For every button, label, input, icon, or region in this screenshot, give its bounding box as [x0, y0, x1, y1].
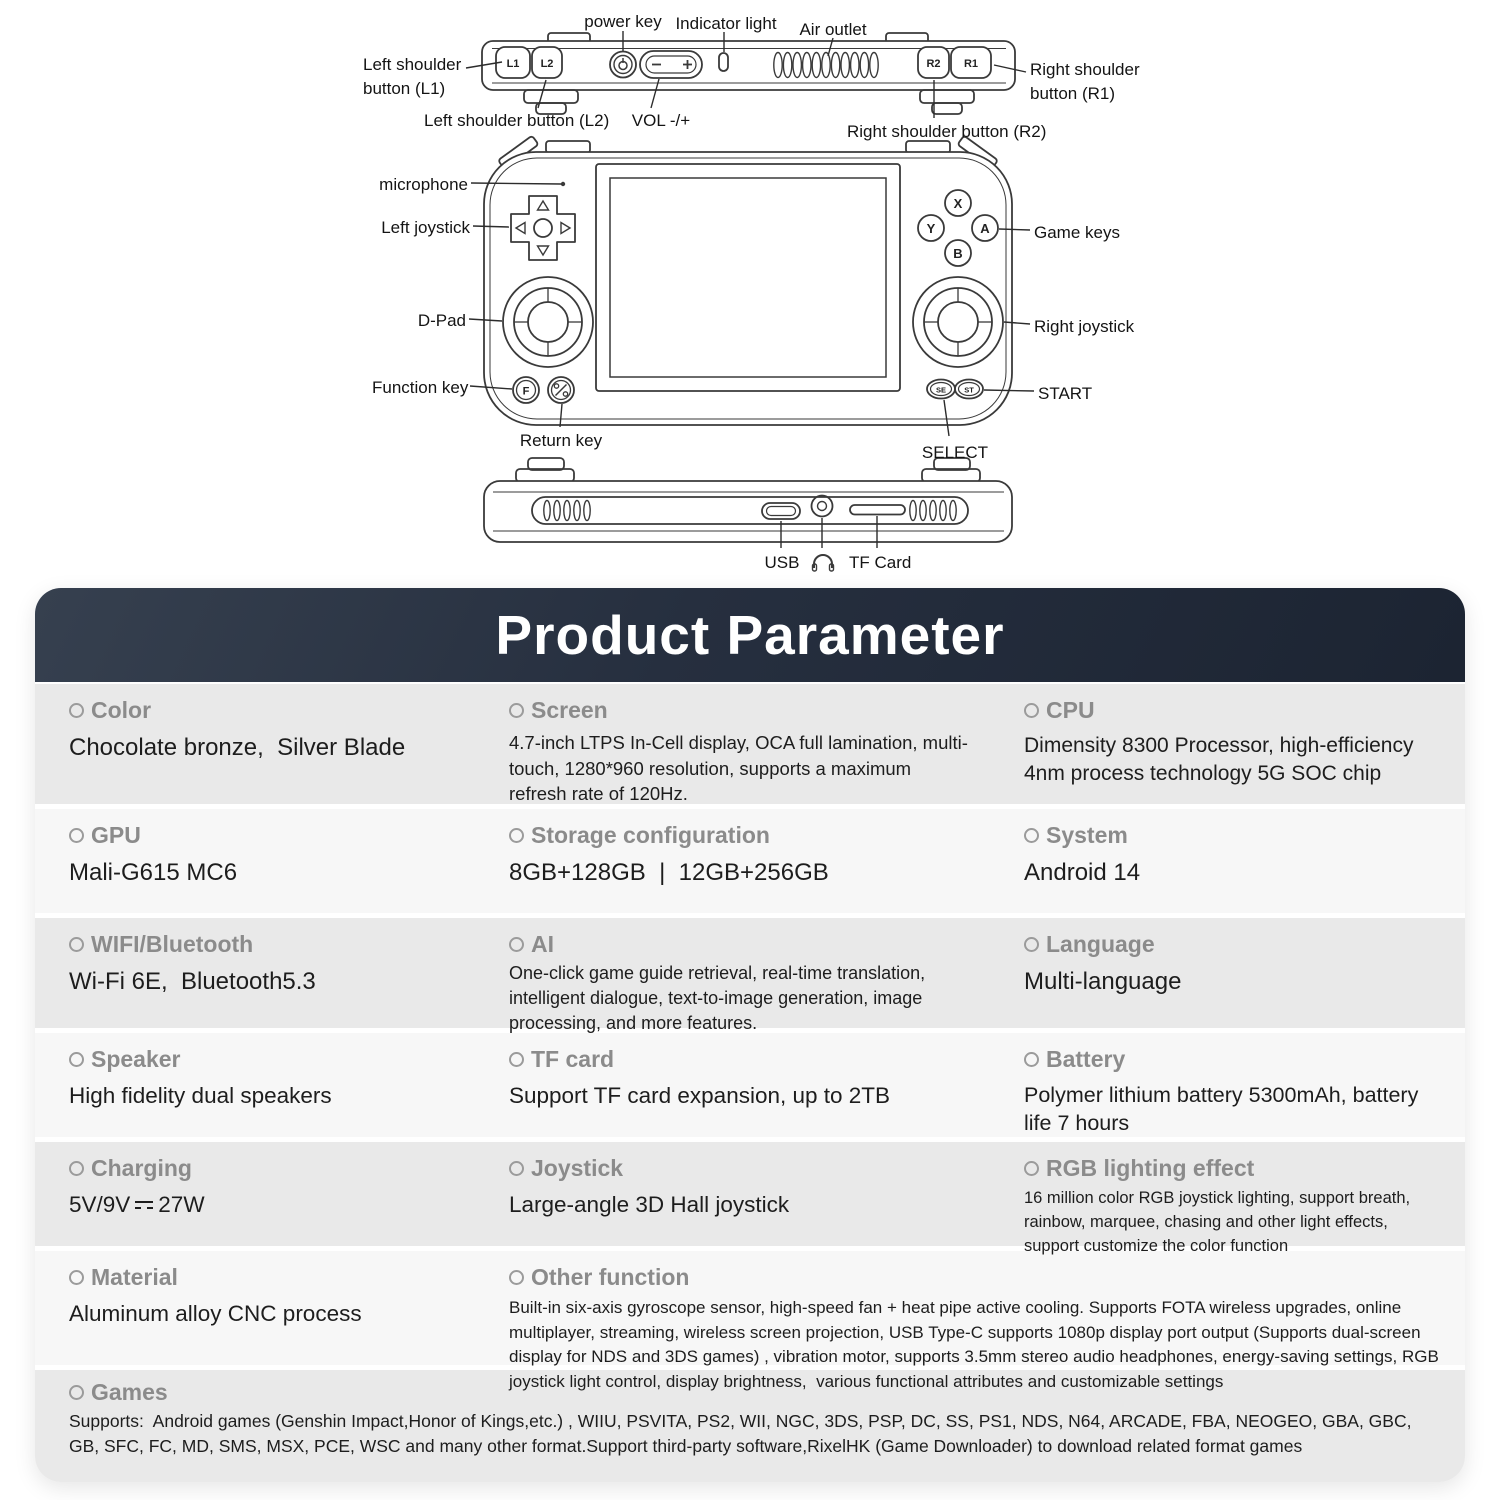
spec-label — [69, 1264, 509, 1291]
device-bottom-view — [484, 458, 1012, 571]
label-right-shoulder-r2: Right shoulder button (R2) — [847, 122, 1047, 141]
spec-label-text: Other function — [531, 1264, 690, 1290]
label-dpad: D-Pad — [417, 311, 466, 330]
spec-label-text: Language — [1046, 931, 1155, 957]
dc-symbol-icon — [135, 1201, 153, 1212]
spec-label — [69, 1046, 509, 1073]
spec-cell-material — [69, 1251, 509, 1395]
label-l1-line2: button (L1) — [363, 79, 446, 98]
microphone-hole — [561, 182, 565, 186]
label-r1-line1: Right shoulder — [1030, 60, 1140, 79]
label-r1-line2: button (R1) — [1030, 84, 1116, 103]
spec-label — [509, 1264, 1443, 1291]
spec-value: Chocolate bronze, Silver Blade — [69, 734, 406, 761]
spec-label-text: AI — [531, 931, 554, 957]
circle-bullet-icon — [69, 1385, 84, 1400]
spec-cell-joystick — [509, 1142, 1024, 1259]
circle-bullet-icon — [69, 828, 84, 843]
spec-cell-cpu — [1024, 684, 1443, 807]
function-button — [513, 377, 539, 403]
spec-value: Built-in six-axis gyroscope sensor, high-speed fan + heat pipe active cooling. Supports FOTA wireless upgrades, online multiplayer, streaming, wireless screen projection, USB Type-C supports 1080p display port output (Supports dual-screen display for NDS and 3DS games) , vibration motor, supports 3.5mm stereo audio headphones, energy-saving settings, RGB joystick light control, display brightness, various functional attributes and customizable settings — [509, 1298, 1444, 1391]
spec-cell-other-function — [509, 1251, 1443, 1395]
spec-label — [509, 931, 996, 958]
label-start: START — [1038, 384, 1093, 403]
spec-label-text: GPU — [91, 822, 141, 848]
spec-value: Large-angle 3D Hall joystick — [509, 1192, 790, 1217]
circle-bullet-icon — [69, 1052, 84, 1067]
spec-value: Multi-language — [1024, 968, 1182, 995]
label-indicator-light: Indicator light — [675, 14, 777, 33]
spec-value — [69, 1192, 509, 1218]
device-top-view — [482, 33, 1015, 114]
spec-cell-screen — [509, 684, 1024, 807]
spec-label — [1024, 697, 1443, 724]
headphone-icon — [813, 555, 834, 571]
spec-label-text: Material — [91, 1264, 178, 1290]
spec-value: High fidelity dual speakers — [69, 1083, 332, 1108]
label-left-shoulder-l2: Left shoulder button (L2) — [424, 111, 610, 130]
spec-cell-speaker — [69, 1033, 509, 1138]
circle-bullet-icon — [1024, 1052, 1039, 1067]
spec-label-text: Joystick — [531, 1155, 624, 1181]
spec-cell-rgb-lighting — [1024, 1142, 1443, 1259]
spec-label-text: Charging — [91, 1155, 192, 1181]
label-return-key: Return key — [519, 431, 603, 450]
spec-label-text: Games — [91, 1379, 168, 1405]
device-diagram — [0, 0, 1500, 585]
spec-label — [69, 822, 509, 849]
spec-cell-language — [1024, 918, 1443, 1035]
spec-value: One-click game guide retrieval, real-time translation, intelligent dialogue, text-to-image generation, image processing, and more features. — [509, 963, 931, 1033]
spec-label-text: Color — [91, 697, 152, 723]
circle-bullet-icon — [1024, 937, 1039, 952]
spec-value: Dimensity 8300 Processor, high-efficiency 4nm process technology 5G SOC chip — [1024, 734, 1420, 785]
spec-value: Mali-G615 MC6 — [69, 859, 238, 886]
svg-text:SE: SE — [935, 385, 947, 395]
svg-text:X: X — [953, 196, 963, 211]
spec-value: Support TF card expansion, up to 2TB — [509, 1083, 891, 1108]
label-right-joystick: Right joystick — [1034, 317, 1135, 336]
circle-bullet-icon — [1024, 703, 1039, 718]
spec-row-material-other — [35, 1251, 1465, 1391]
label-vol: VOL -/+ — [631, 111, 691, 130]
spec-cell-charging — [69, 1142, 509, 1259]
spec-label-text: Speaker — [91, 1046, 181, 1072]
circle-bullet-icon — [509, 828, 524, 843]
label-game-keys: Game keys — [1034, 223, 1120, 242]
svg-text:F: F — [522, 385, 530, 398]
spec-cell-gpu — [69, 809, 509, 913]
spec-label — [509, 697, 996, 724]
spec-row-charging-joystick-rgb — [35, 1142, 1465, 1255]
circle-bullet-icon — [69, 937, 84, 952]
spec-label-text: WIFI/Bluetooth — [91, 931, 254, 957]
spec-label-text: CPU — [1046, 697, 1095, 723]
panel-header — [35, 588, 1465, 682]
spec-value: 16 million color RGB joystick lighting, support breath, rainbow, marquee, chasing and other light effects, support customize the color function — [1024, 1189, 1415, 1255]
spec-label-text: Storage configuration — [531, 822, 770, 848]
spec-value: Polymer lithium battery 5300mAh, battery life 7 hours — [1024, 1083, 1425, 1136]
svg-text:A: A — [980, 221, 990, 236]
spec-label — [69, 931, 509, 958]
label-microphone: microphone — [379, 175, 468, 194]
label-function-key: Function key — [372, 378, 469, 397]
label-l1-line1: Left shoulder — [363, 55, 462, 74]
spec-label-text: System — [1046, 822, 1128, 848]
spec-value: Wi-Fi 6E, Bluetooth5.3 — [69, 968, 316, 995]
spec-label-text: RGB lighting effect — [1046, 1155, 1255, 1181]
spec-label-text: Battery — [1046, 1046, 1126, 1072]
spec-cell-system — [1024, 809, 1443, 913]
svg-text:R2: R2 — [926, 58, 941, 70]
right-trigger-bump — [920, 90, 974, 103]
circle-bullet-icon — [1024, 828, 1039, 843]
circle-bullet-icon — [69, 1161, 84, 1176]
spec-cell-battery — [1024, 1033, 1443, 1138]
left-trigger-bump — [524, 90, 578, 103]
spec-label — [509, 1046, 1024, 1073]
circle-bullet-icon — [1024, 1161, 1039, 1176]
label-tf-card: TF Card — [849, 553, 912, 572]
label-power-key: power key — [584, 12, 662, 31]
spec-row-speaker-tf-battery — [35, 1033, 1465, 1137]
circle-bullet-icon — [509, 1161, 524, 1176]
spec-row-wifi-ai-language — [35, 918, 1465, 1033]
spec-value: Aluminum alloy CNC process — [69, 1301, 362, 1326]
svg-text:B: B — [953, 246, 963, 261]
svg-text:ST: ST — [964, 385, 974, 395]
spec-cell-color — [69, 684, 509, 807]
spec-label-text: Screen — [531, 697, 608, 723]
circle-bullet-icon — [69, 1270, 84, 1285]
charging-voltage: 5V/9V — [69, 1192, 131, 1217]
spec-row-gpu-storage-system — [35, 809, 1465, 913]
label-select: SELECT — [921, 443, 989, 462]
front-body — [484, 152, 1012, 425]
label-usb: USB — [764, 553, 800, 572]
spec-cell-ai — [509, 918, 1024, 1035]
spec-label — [69, 1155, 509, 1182]
svg-text:L1: L1 — [506, 58, 520, 70]
spec-label — [1024, 931, 1443, 958]
label-right-shoulder-r1 — [1030, 58, 1160, 106]
spec-label — [509, 1155, 1024, 1182]
spec-cell-tf-card — [509, 1033, 1024, 1138]
svg-text:L2: L2 — [540, 58, 554, 70]
spec-label — [1024, 1155, 1443, 1182]
spec-label — [1024, 1046, 1443, 1073]
return-button — [548, 377, 574, 403]
svg-text:Y: Y — [926, 221, 936, 236]
label-left-shoulder-l1 — [363, 53, 475, 101]
circle-bullet-icon — [509, 1270, 524, 1285]
label-air-outlet: Air outlet — [799, 20, 867, 39]
charging-wattage: 27W — [158, 1192, 205, 1217]
label-left-joystick: Left joystick — [381, 218, 470, 237]
product-parameter-panel — [35, 588, 1465, 1482]
svg-text:R1: R1 — [963, 58, 979, 70]
spec-cell-storage — [509, 809, 1024, 913]
spec-label — [509, 822, 1024, 849]
spec-cell-wifi-bluetooth — [69, 918, 509, 1035]
circle-bullet-icon — [509, 937, 524, 952]
spec-value: Supports: Android games (Genshin Impact,Honor of Kings,etc.) , WIIU, PSVITA, PS2, WII, NGC, 3DS, PSP, DC, SS, PS1, NDS, N64, ARCADE, FBA, NEOGEO, GBA, GBC, GB, SFC, FC, MD, SMS, MSX, PCE, WSC and many other format.Support third-party software,RixelHK (Game Downloader) to download related format games — [69, 1411, 1417, 1456]
panel-title: Product Parameter — [495, 604, 1005, 666]
device-front-view — [484, 136, 1012, 425]
spec-label — [1024, 822, 1443, 849]
spec-label — [69, 697, 509, 724]
spec-value: Android 14 — [1024, 859, 1141, 886]
circle-bullet-icon — [509, 1052, 524, 1067]
circle-bullet-icon — [69, 703, 84, 718]
spec-value: 4.7-inch LTPS In-Cell display, OCA full lamination, multi-touch, 1280*960 resolution, supports a maximum refresh rate of 120Hz. — [509, 732, 968, 805]
circle-bullet-icon — [509, 703, 524, 718]
spec-row-color-screen-cpu — [35, 684, 1465, 804]
spec-value: 8GB+128GB | 12GB+256GB — [509, 859, 829, 886]
spec-label-text: TF card — [531, 1046, 615, 1072]
